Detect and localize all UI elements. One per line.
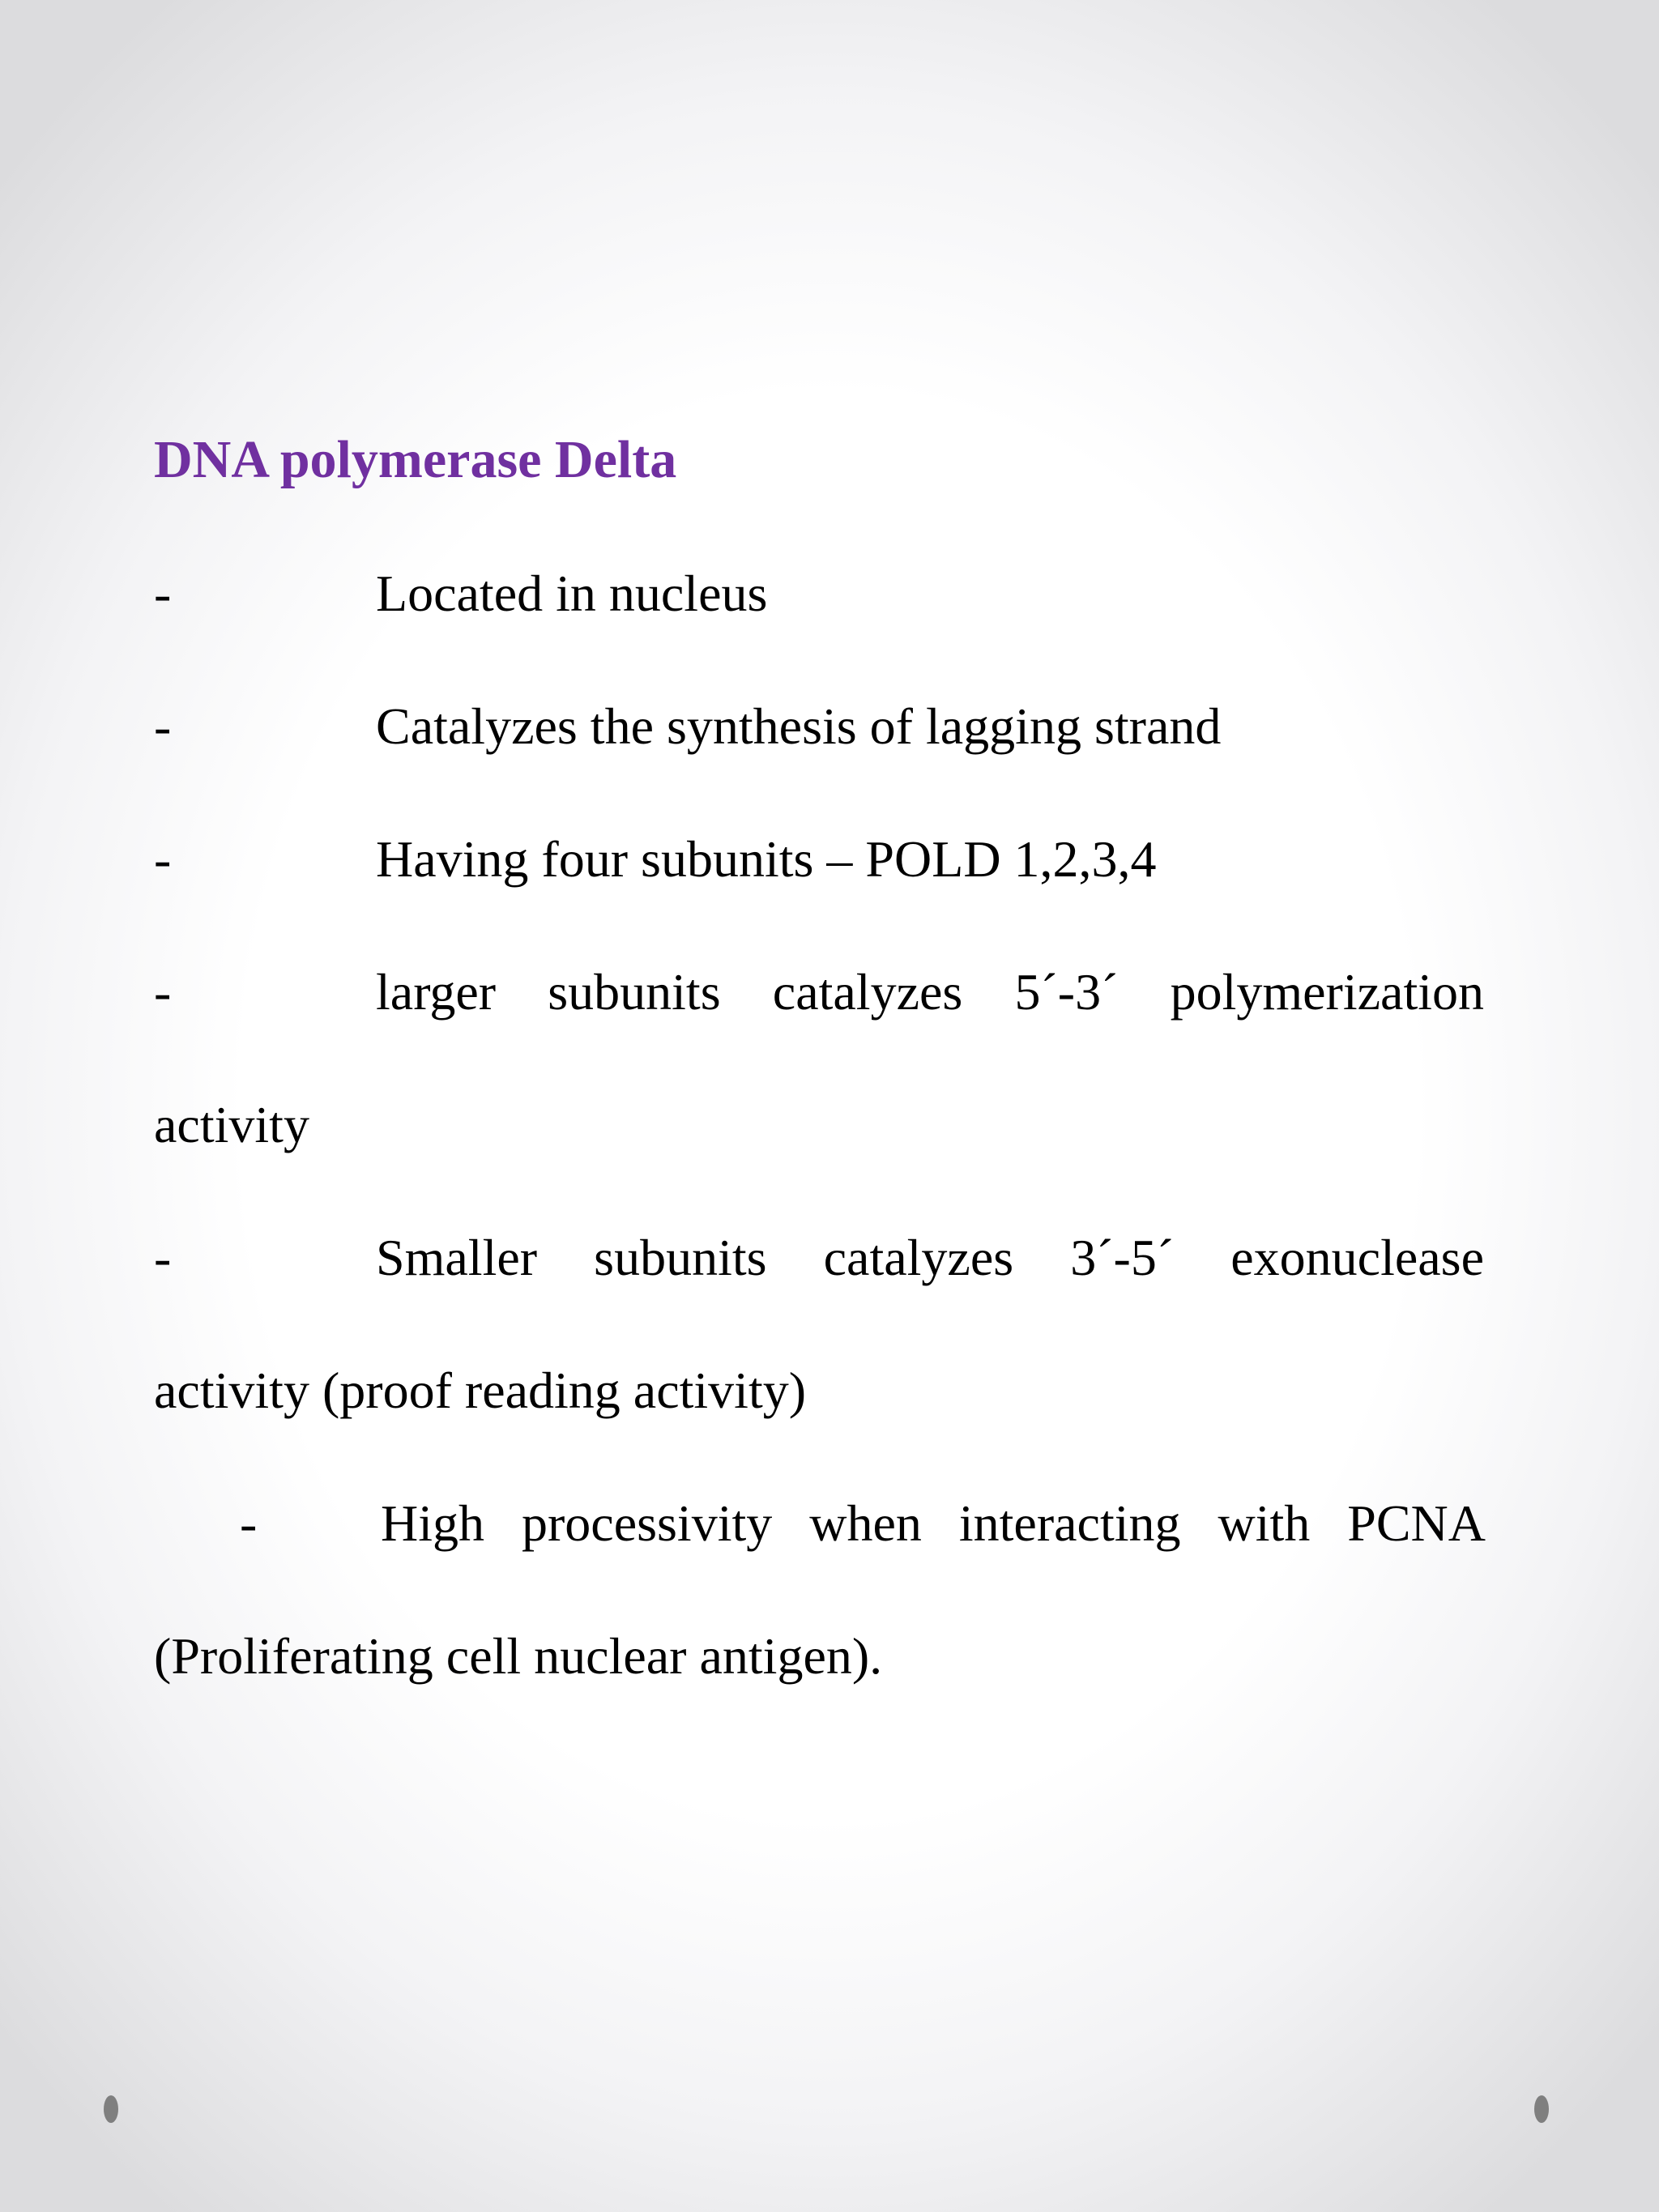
bullet-word: High <box>381 1494 484 1552</box>
bullet-word: exonuclease <box>1230 1229 1484 1286</box>
bullet-word: processivity <box>521 1494 773 1552</box>
bullet-continuation: (Proliferating cell nuclear antigen). <box>154 1627 883 1685</box>
bullet-text <box>381 1491 1486 1556</box>
bullet-marker: - <box>154 697 172 755</box>
bullet-word: interacting <box>958 1494 1181 1552</box>
slide-title: DNA polymerase Delta <box>154 430 677 489</box>
bullet-marker: - <box>240 1494 258 1552</box>
bullet-continuation: activity <box>154 1096 309 1153</box>
bullet-word: PCNA <box>1347 1494 1486 1552</box>
bullet-word: polymerization <box>1170 963 1484 1021</box>
bullet-text <box>376 960 1484 1025</box>
left-dot-decoration <box>104 2095 118 2123</box>
bullet-marker: - <box>154 1229 172 1286</box>
bullet-marker: - <box>154 830 172 888</box>
bullet-text <box>376 1225 1484 1290</box>
bullet-word: 5´-3´ <box>1014 963 1119 1021</box>
right-dot-decoration <box>1534 2095 1549 2123</box>
bullet-word: with <box>1218 1494 1311 1552</box>
bullet-word: 3´-5´ <box>1070 1229 1175 1286</box>
bullet-text: Catalyzes the synthesis of lagging strand <box>376 697 1222 755</box>
bullet-word: subunits <box>548 963 721 1021</box>
bullet-word: catalyzes <box>772 963 963 1021</box>
bullet-word: larger <box>376 963 497 1021</box>
bullet-marker: - <box>154 565 172 622</box>
bullet-word: catalyzes <box>823 1229 1014 1286</box>
bullet-word: when <box>809 1494 922 1552</box>
bullet-word: Smaller <box>376 1229 538 1286</box>
bullet-marker: - <box>154 963 172 1021</box>
bullet-text: Located in nucleus <box>376 565 768 622</box>
bullet-continuation: activity (proof reading activity) <box>154 1362 807 1419</box>
bullet-word: subunits <box>594 1229 767 1286</box>
bullet-text: Having four subunits – POLD 1,2,3,4 <box>376 830 1157 888</box>
